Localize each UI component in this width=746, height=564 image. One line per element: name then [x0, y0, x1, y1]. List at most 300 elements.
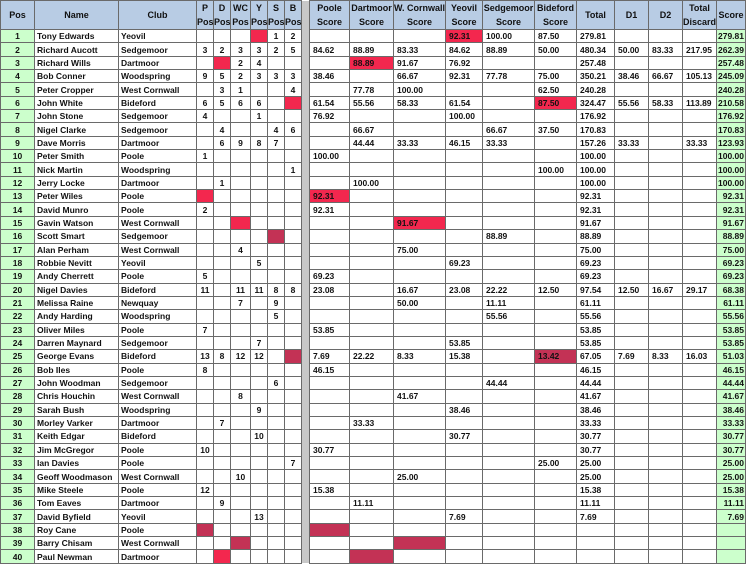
cell-bideford — [535, 430, 577, 443]
col-subheader-wc: Pos — [231, 15, 251, 30]
cell-wcornwall — [394, 256, 446, 269]
cell-bideford: 100.00 — [535, 163, 577, 176]
cell-club: West Cornwall — [119, 390, 197, 403]
cell-bideford — [535, 110, 577, 123]
cell-b — [285, 550, 302, 563]
cell-pos: 37 — [1, 510, 35, 523]
cell-name: Jim McGregor — [35, 443, 119, 456]
cell-pos: 4 — [1, 70, 35, 83]
cell-dartmoor — [350, 376, 394, 389]
cell-d2 — [649, 256, 683, 269]
cell-wcornwall — [394, 310, 446, 323]
cell-poole — [310, 336, 350, 349]
column-divider — [302, 403, 310, 416]
cell-name: Nick Martin — [35, 163, 119, 176]
cell-wc — [231, 376, 251, 389]
cell-bideford — [535, 550, 577, 563]
col-header-y: Y — [251, 1, 268, 16]
cell-y — [251, 497, 268, 510]
cell-wc — [231, 176, 251, 189]
col-subheader-dartmoor: Score — [350, 15, 394, 30]
column-divider — [302, 457, 310, 470]
cell-wcornwall — [394, 403, 446, 416]
cell-p: 7 — [197, 323, 214, 336]
cell-d1: 55.56 — [615, 96, 649, 109]
column-divider — [302, 70, 310, 83]
cell-sedgemoor — [483, 323, 535, 336]
cell-b — [285, 110, 302, 123]
cell-d1 — [615, 203, 649, 216]
cell-total: 350.21 — [577, 70, 615, 83]
cell-td — [683, 497, 717, 510]
cell-wcornwall — [394, 150, 446, 163]
cell-pos: 30 — [1, 416, 35, 429]
cell-wcornwall — [394, 376, 446, 389]
cell-d1 — [615, 537, 649, 550]
cell-y: 11 — [251, 283, 268, 296]
cell-wcornwall: 75.00 — [394, 243, 446, 256]
cell-td — [683, 190, 717, 203]
cell-wc — [231, 216, 251, 229]
cell-pos: 24 — [1, 336, 35, 349]
cell-pos: 21 — [1, 296, 35, 309]
cell-d2: 83.33 — [649, 43, 683, 56]
cell-wc: 2 — [231, 70, 251, 83]
cell-sedgemoor — [483, 150, 535, 163]
cell-td — [683, 457, 717, 470]
cell-b: 1 — [285, 163, 302, 176]
cell-s: 4 — [268, 123, 285, 136]
cell-d2 — [649, 416, 683, 429]
cell-d2 — [649, 336, 683, 349]
cell-dartmoor: 88.89 — [350, 56, 394, 69]
col-header-d: D — [214, 1, 231, 16]
cell-d1 — [615, 457, 649, 470]
cell-sedgemoor: 88.89 — [483, 230, 535, 243]
table-row — [1, 310, 746, 323]
cell-b — [285, 390, 302, 403]
table-row — [1, 43, 746, 56]
cell-d — [214, 56, 231, 69]
cell-sedgemoor — [483, 216, 535, 229]
cell-d1 — [615, 390, 649, 403]
col-header-poole: Poole — [310, 1, 350, 16]
cell-wc — [231, 336, 251, 349]
cell-name: Geoff Woodmason — [35, 470, 119, 483]
cell-bideford — [535, 203, 577, 216]
cell-d2: 66.67 — [649, 70, 683, 83]
cell-b — [285, 376, 302, 389]
cell-p — [197, 243, 214, 256]
cell-wc — [231, 256, 251, 269]
cell-y — [251, 323, 268, 336]
cell-yeovil — [446, 83, 483, 96]
cell-s — [268, 56, 285, 69]
cell-name: David Byfield — [35, 510, 119, 523]
cell-name: Bob Conner — [35, 70, 119, 83]
cell-total: 46.15 — [577, 363, 615, 376]
cell-d2 — [649, 176, 683, 189]
col-header-score: Score — [717, 1, 746, 30]
cell-b: 4 — [285, 83, 302, 96]
col-header-name: Name — [35, 1, 119, 30]
cell-total: 53.85 — [577, 323, 615, 336]
cell-s — [268, 190, 285, 203]
cell-score: 53.85 — [717, 336, 746, 349]
cell-p — [197, 176, 214, 189]
cell-y — [251, 190, 268, 203]
cell-club: Dartmoor — [119, 550, 197, 563]
cell-b — [285, 416, 302, 429]
cell-sedgemoor: 100.00 — [483, 30, 535, 43]
cell-s: 8 — [268, 283, 285, 296]
cell-total: 55.56 — [577, 310, 615, 323]
cell-b — [285, 296, 302, 309]
cell-name: Morley Varker — [35, 416, 119, 429]
cell-name: Barry Chisam — [35, 537, 119, 550]
cell-y: 8 — [251, 136, 268, 149]
cell-d — [214, 363, 231, 376]
cell-wc — [231, 403, 251, 416]
cell-dartmoor — [350, 110, 394, 123]
table-row — [1, 83, 746, 96]
cell-poole: 69.23 — [310, 270, 350, 283]
cell-d1 — [615, 336, 649, 349]
column-divider — [302, 150, 310, 163]
cell-sedgemoor — [483, 350, 535, 363]
cell-d1 — [615, 83, 649, 96]
cell-wc: 12 — [231, 350, 251, 363]
cell-name: Bob Iles — [35, 363, 119, 376]
cell-wcornwall: 66.67 — [394, 70, 446, 83]
cell-wc — [231, 443, 251, 456]
cell-yeovil: 61.54 — [446, 96, 483, 109]
cell-club: Poole — [119, 203, 197, 216]
cell-bideford — [535, 510, 577, 523]
cell-p — [197, 310, 214, 323]
cell-club: Sedgemoor — [119, 230, 197, 243]
cell-p: 4 — [197, 110, 214, 123]
cell-bideford — [535, 376, 577, 389]
column-divider — [302, 216, 310, 229]
cell-td — [683, 296, 717, 309]
cell-club: Poole — [119, 150, 197, 163]
cell-total: 69.23 — [577, 270, 615, 283]
column-divider — [302, 243, 310, 256]
cell-score: 15.38 — [717, 483, 746, 496]
cell-dartmoor — [350, 30, 394, 43]
col-subheader-poole: Score — [310, 15, 350, 30]
cell-sedgemoor — [483, 243, 535, 256]
column-divider — [302, 497, 310, 510]
cell-club: Yeovil — [119, 256, 197, 269]
cell-dartmoor: 66.67 — [350, 123, 394, 136]
cell-total: 240.28 — [577, 83, 615, 96]
column-divider — [302, 203, 310, 216]
cell-d1 — [615, 123, 649, 136]
cell-dartmoor — [350, 150, 394, 163]
cell-total: 11.11 — [577, 497, 615, 510]
cell-yeovil — [446, 523, 483, 536]
column-divider — [302, 256, 310, 269]
table-row — [1, 403, 746, 416]
cell-y — [251, 163, 268, 176]
cell-name: Tony Edwards — [35, 30, 119, 43]
cell-wc — [231, 430, 251, 443]
cell-wcornwall — [394, 270, 446, 283]
cell-poole — [310, 56, 350, 69]
cell-d2 — [649, 190, 683, 203]
col-subheader-p: Pos — [197, 15, 214, 30]
cell-score: 55.56 — [717, 310, 746, 323]
cell-y — [251, 216, 268, 229]
cell-bideford: 37.50 — [535, 123, 577, 136]
cell-score: 123.93 — [718, 137, 744, 148]
cell-d — [214, 550, 231, 563]
cell-yeovil — [446, 310, 483, 323]
cell-s — [268, 537, 285, 550]
col-subheader-total-discard: Discard — [683, 15, 717, 30]
cell-d2 — [649, 430, 683, 443]
cell-y — [251, 523, 268, 536]
cell-p: 13 — [197, 350, 214, 363]
cell-club: Poole — [119, 190, 197, 203]
cell-total: 33.33 — [577, 416, 615, 429]
cell-total: 92.31 — [577, 190, 615, 203]
column-divider — [302, 296, 310, 309]
cell-yeovil — [446, 323, 483, 336]
cell-poole — [310, 390, 350, 403]
cell-p — [197, 256, 214, 269]
cell-club: Poole — [119, 443, 197, 456]
table-row — [1, 296, 746, 309]
table-row — [1, 150, 746, 163]
cell-td — [683, 176, 717, 189]
cell-dartmoor — [350, 296, 394, 309]
table-row — [1, 203, 746, 216]
cell-d2 — [649, 230, 683, 243]
cell-score — [717, 550, 746, 563]
cell-td — [683, 523, 717, 536]
cell-poole — [310, 136, 350, 149]
cell-sedgemoor — [483, 430, 535, 443]
cell-dartmoor: 44.44 — [350, 136, 394, 149]
cell-wcornwall: 41.67 — [394, 390, 446, 403]
column-divider — [302, 110, 310, 123]
cell-wc — [231, 190, 251, 203]
cell-b — [285, 430, 302, 443]
cell-b — [285, 136, 302, 149]
cell-total: 7.69 — [577, 510, 615, 523]
cell-s: 9 — [268, 296, 285, 309]
cell-wcornwall — [394, 510, 446, 523]
cell-sedgemoor — [483, 176, 535, 189]
cell-sedgemoor — [483, 523, 535, 536]
cell-yeovil — [446, 176, 483, 189]
cell-y — [251, 310, 268, 323]
cell-wc: 10 — [231, 470, 251, 483]
cell-wcornwall — [394, 336, 446, 349]
cell-dartmoor — [350, 336, 394, 349]
cell-b — [285, 537, 302, 550]
cell-score: 33.33 — [717, 416, 746, 429]
cell-y — [251, 243, 268, 256]
cell-wcornwall — [394, 323, 446, 336]
cell-b — [285, 176, 302, 189]
table-row — [1, 256, 746, 269]
cell-y: 5 — [251, 256, 268, 269]
cell-s — [268, 497, 285, 510]
cell-pos: 5 — [1, 83, 35, 96]
cell-y — [251, 270, 268, 283]
cell-b — [285, 470, 302, 483]
cell-td — [683, 256, 717, 269]
cell-wc — [231, 163, 251, 176]
cell-b — [285, 443, 302, 456]
cell-sedgemoor: 33.33 — [483, 136, 535, 149]
cell-club: West Cornwall — [119, 537, 197, 550]
cell-td — [683, 83, 717, 96]
cell-score: 92.31 — [717, 203, 746, 216]
cell-score: 240.28 — [718, 84, 744, 95]
cell-wcornwall: 83.33 — [394, 43, 446, 56]
cell-name: Keith Edgar — [35, 430, 119, 443]
cell-sedgemoor — [483, 470, 535, 483]
cell-d — [214, 390, 231, 403]
table-row — [1, 497, 746, 510]
cell-wcornwall: 91.67 — [394, 56, 446, 69]
cell-club: Woodspring — [119, 310, 197, 323]
cell-b — [285, 323, 302, 336]
cell-s — [268, 443, 285, 456]
cell-poole — [310, 537, 350, 550]
cell-b — [285, 350, 302, 363]
cell-wc — [231, 323, 251, 336]
cell-yeovil — [446, 497, 483, 510]
cell-sedgemoor: 66.67 — [483, 123, 535, 136]
table-row — [1, 216, 746, 229]
cell-poole — [310, 470, 350, 483]
cell-club: Yeovil — [119, 30, 197, 43]
cell-bideford — [535, 416, 577, 429]
cell-poole: 92.31 — [310, 190, 350, 203]
col-header-wc: WC — [231, 1, 251, 16]
cell-score: 92.31 — [717, 190, 746, 203]
cell-yeovil: 69.23 — [446, 256, 483, 269]
cell-wcornwall: 16.67 — [394, 283, 446, 296]
cell-y — [251, 376, 268, 389]
cell-total: 279.81 — [577, 30, 615, 43]
cell-y: 13 — [251, 510, 268, 523]
cell-sedgemoor — [483, 270, 535, 283]
cell-score: 25.00 — [717, 457, 746, 470]
cell-score — [717, 523, 746, 536]
cell-d1: 38.46 — [615, 70, 649, 83]
cell-d2 — [649, 457, 683, 470]
cell-d — [214, 336, 231, 349]
cell-total: 88.89 — [577, 230, 615, 243]
cell-d2 — [649, 243, 683, 256]
cell-wc — [231, 457, 251, 470]
cell-dartmoor — [350, 550, 394, 563]
cell-b — [285, 243, 302, 256]
cell-yeovil: 7.69 — [446, 510, 483, 523]
cell-s — [268, 390, 285, 403]
cell-y — [251, 176, 268, 189]
cell-y — [251, 390, 268, 403]
cell-sedgemoor — [483, 497, 535, 510]
cell-y: 3 — [251, 70, 268, 83]
cell-td — [683, 483, 717, 496]
cell-d — [214, 430, 231, 443]
cell-pos: 23 — [1, 323, 35, 336]
cell-dartmoor — [350, 323, 394, 336]
cell-d2 — [649, 83, 683, 96]
cell-score — [717, 537, 746, 550]
cell-d: 7 — [214, 416, 231, 429]
cell-poole — [310, 243, 350, 256]
column-divider — [302, 336, 310, 349]
cell-yeovil: 23.08 — [446, 283, 483, 296]
column-divider — [302, 163, 310, 176]
cell-d — [214, 270, 231, 283]
cell-wc — [231, 230, 251, 243]
table-row — [1, 523, 746, 536]
cell-p: 9 — [197, 70, 214, 83]
cell-total: 91.67 — [577, 216, 615, 229]
cell-p — [197, 296, 214, 309]
cell-d1 — [615, 230, 649, 243]
cell-club: Dartmoor — [119, 136, 197, 149]
cell-d1 — [615, 550, 649, 563]
cell-dartmoor: 55.56 — [350, 96, 394, 109]
cell-poole: 23.08 — [310, 283, 350, 296]
cell-td — [683, 110, 717, 123]
cell-name: Scott Smart — [35, 230, 119, 243]
cell-td — [683, 416, 717, 429]
cell-wc — [231, 150, 251, 163]
cell-pos: 17 — [1, 243, 35, 256]
cell-pos: 26 — [1, 363, 35, 376]
table-row — [1, 190, 746, 203]
cell-d2 — [649, 136, 683, 149]
cell-yeovil — [446, 390, 483, 403]
cell-p — [197, 30, 214, 43]
cell-yeovil — [446, 216, 483, 229]
cell-b — [285, 216, 302, 229]
cell-b: 2 — [285, 30, 302, 43]
cell-dartmoor — [350, 190, 394, 203]
cell-poole — [310, 550, 350, 563]
cell-bideford — [535, 403, 577, 416]
cell-club: Woodspring — [119, 70, 197, 83]
cell-total — [577, 550, 615, 563]
cell-pos: 15 — [1, 216, 35, 229]
cell-d1 — [615, 430, 649, 443]
cell-sedgemoor — [483, 550, 535, 563]
cell-bideford: 75.00 — [535, 70, 577, 83]
column-divider — [302, 430, 310, 443]
cell-wc — [231, 523, 251, 536]
cell-p: 11 — [197, 283, 214, 296]
cell-club: Poole — [119, 483, 197, 496]
cell-d2 — [649, 403, 683, 416]
cell-b — [285, 56, 302, 69]
cell-club: Woodspring — [119, 403, 197, 416]
cell-wc — [231, 497, 251, 510]
cell-d — [214, 376, 231, 389]
cell-s: 3 — [268, 70, 285, 83]
